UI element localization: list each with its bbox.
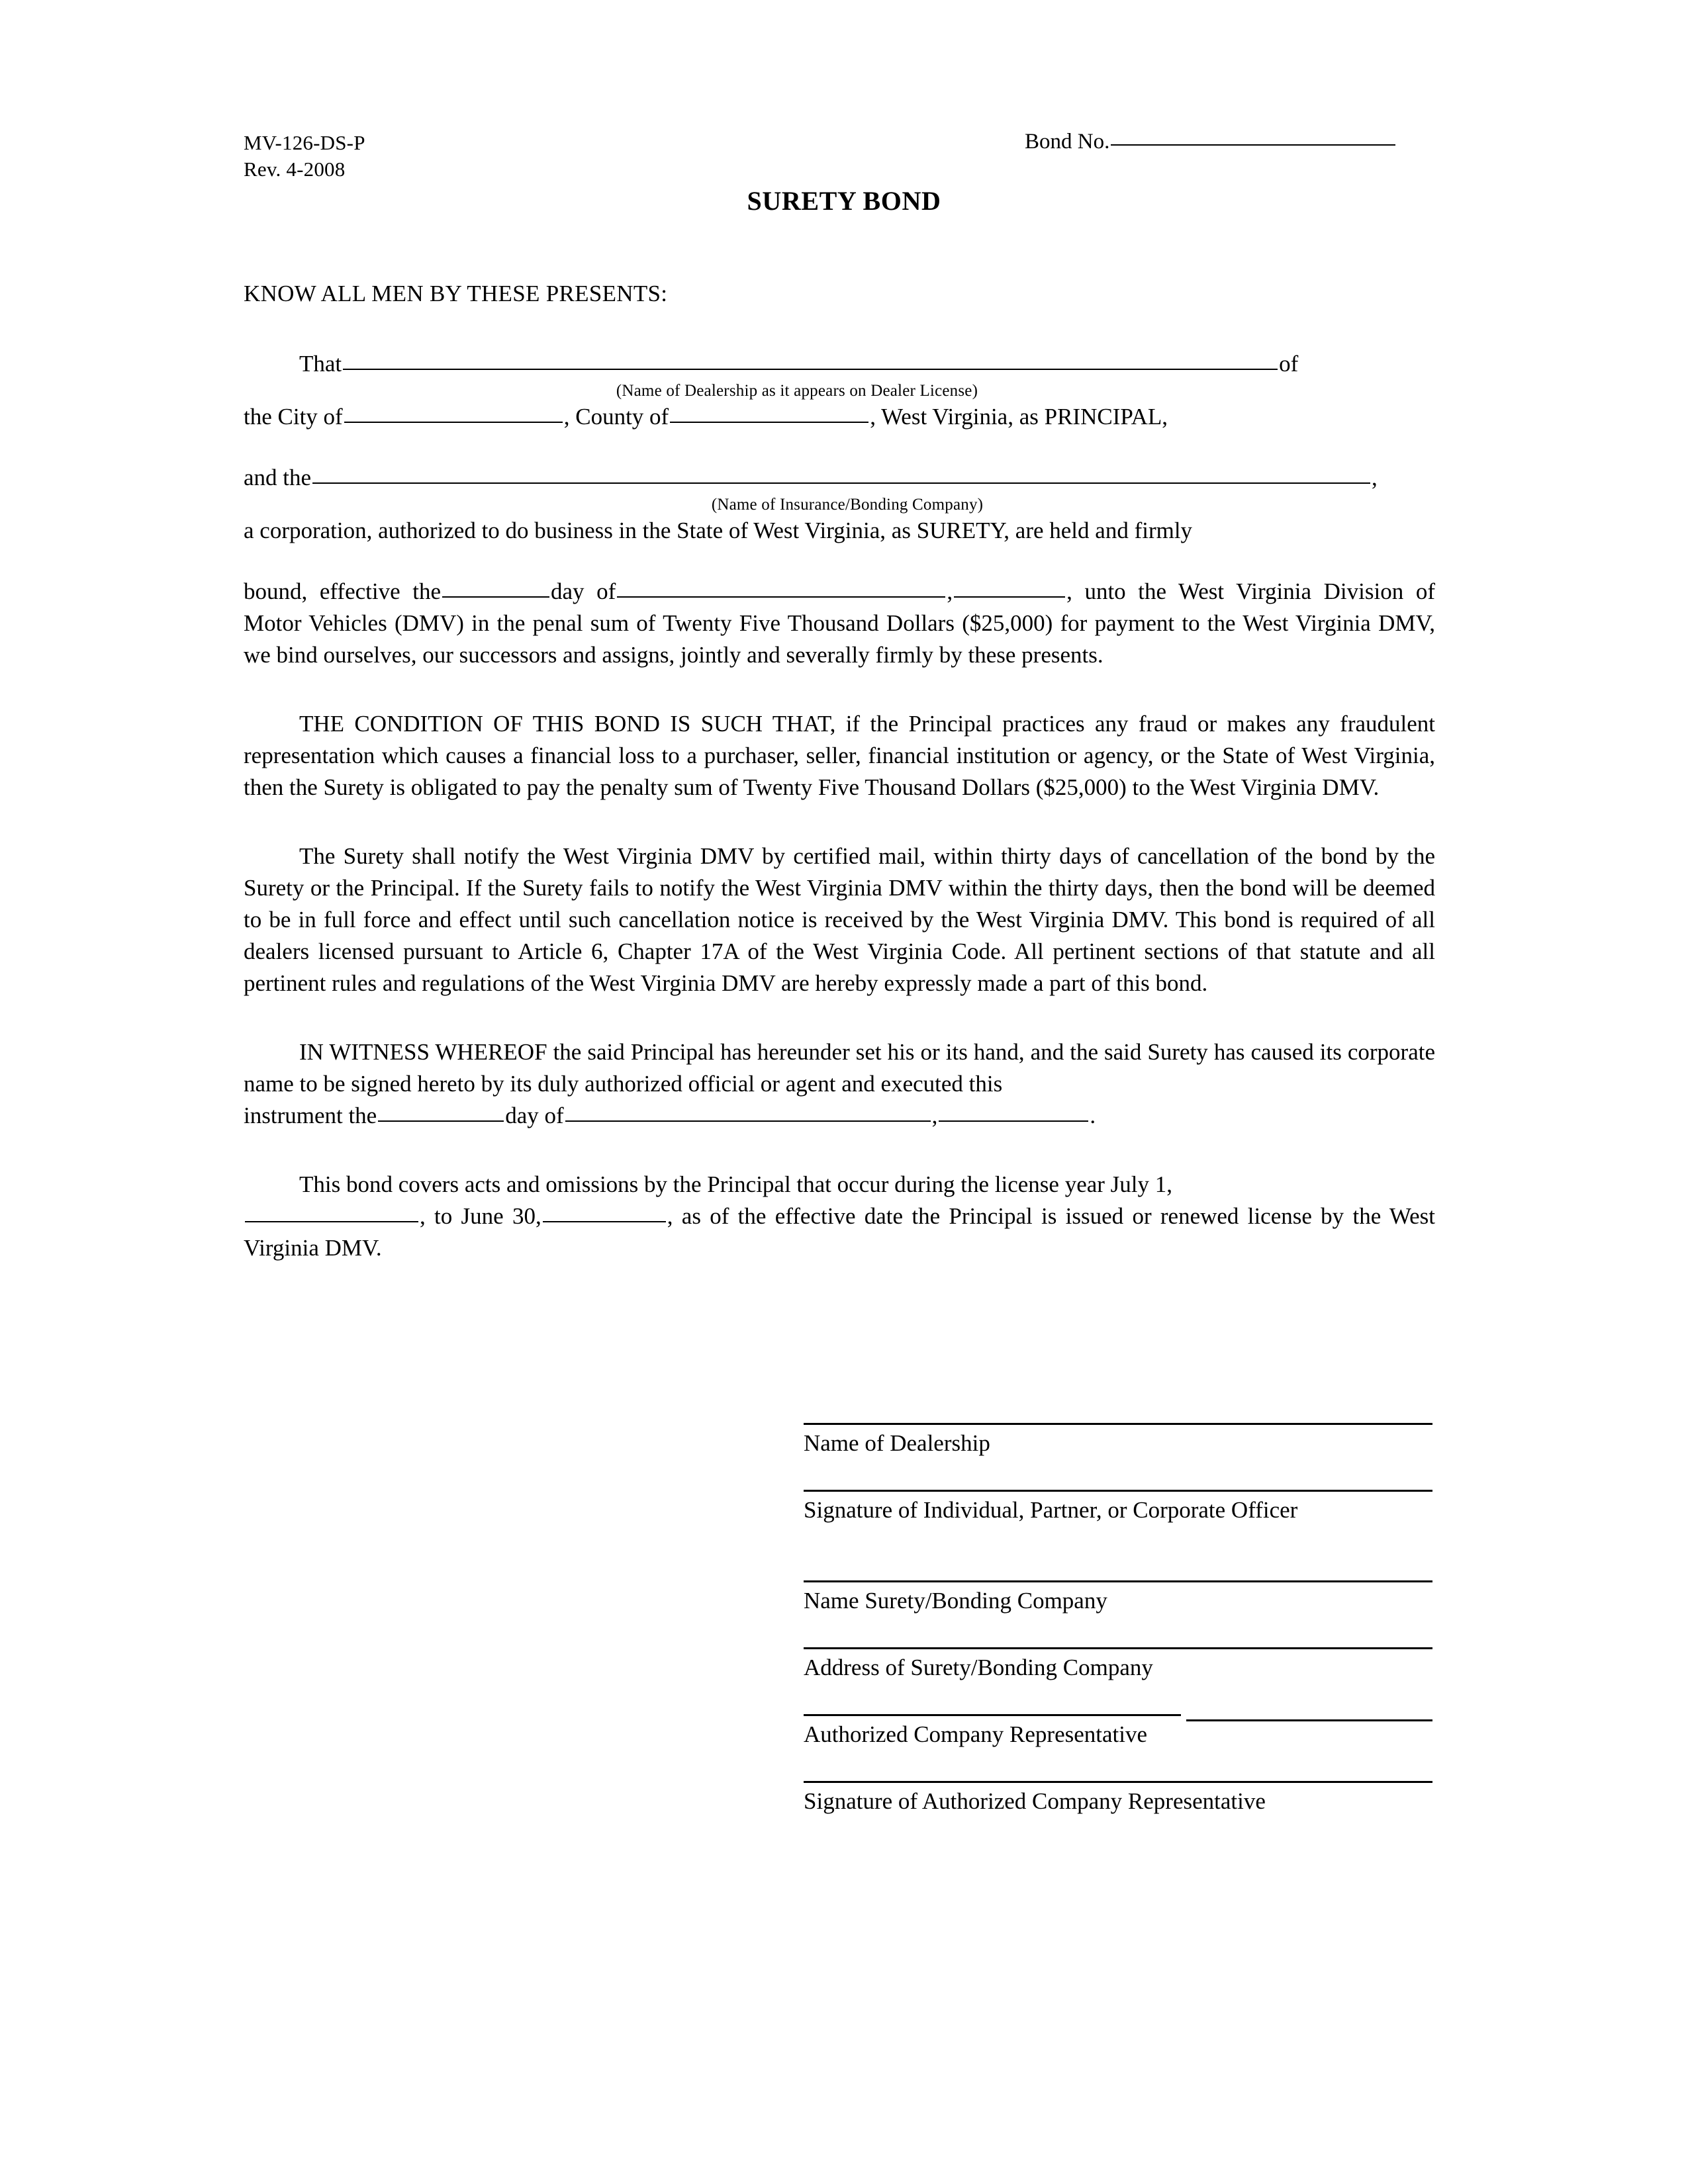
signature-group-dealership-name	[804, 1423, 1439, 1458]
signature-label-surety-address: Address of Surety/Bonding Company	[804, 1655, 1153, 1680]
signature-line-authorized-rep[interactable]	[804, 1714, 1432, 1716]
bond-number-field[interactable]	[1025, 130, 1395, 154]
signature-group-authorized-rep-signature	[804, 1781, 1439, 1816]
signature-group-surety-name	[804, 1580, 1439, 1615]
bound-pre: bound, effective the	[244, 578, 442, 604]
instrument-year-blank[interactable]	[939, 1101, 1088, 1122]
signature-line-dealership-name[interactable]	[804, 1423, 1432, 1425]
covers-paragraph-line1: This bond covers acts and omissions by the Principal that occur during the license year July 1,	[299, 1171, 1173, 1197]
witness-instrument-label: instrument the	[244, 1103, 377, 1128]
page-title: SURETY BOND	[747, 186, 941, 216]
city-label: the City of	[244, 404, 343, 430]
bound-day-of: day of	[551, 578, 616, 604]
bound-tail: , unto the West Virginia Division of Motor Vehicles (DMV) in the penal sum of Twenty Five Thousand Dollars ($25,000) for payment to the West Virginia DMV, we bind ourselves, our successors and assigns, jointly and severally firmly by these presents.	[244, 578, 1435, 668]
bond-number-label: Bond No.	[1025, 130, 1110, 154]
signature-group-individual-officer	[804, 1490, 1439, 1525]
dealership-name-blank[interactable]	[343, 349, 1278, 370]
license-year-start-blank[interactable]	[245, 1201, 418, 1222]
effective-month-blank[interactable]	[617, 576, 945, 598]
signature-line-individual-officer[interactable]	[804, 1490, 1432, 1492]
bound-comma: ,	[947, 578, 953, 604]
corporation-line: a corporation, authorized to do business in the State of West Virginia, as SURETY, are held and firmly	[244, 518, 1193, 543]
witness-period: .	[1090, 1103, 1096, 1128]
caption-dealership: (Name of Dealership as it appears on Dealer License)	[616, 382, 978, 400]
signature-group-surety-address	[804, 1647, 1439, 1682]
county-label: , County of	[563, 404, 669, 430]
of-label: of	[1279, 351, 1299, 377]
signature-block	[804, 1423, 1439, 1816]
principal-tail: , West Virginia, as PRINCIPAL,	[870, 404, 1168, 430]
signature-line-surety-address[interactable]	[804, 1647, 1432, 1649]
signature-label-authorized-rep-signature: Signature of Authorized Company Representative	[804, 1788, 1266, 1814]
document-body	[244, 278, 1435, 1264]
instrument-month-blank[interactable]	[565, 1101, 931, 1122]
that-label: That	[299, 351, 342, 377]
license-year-end-blank[interactable]	[543, 1201, 666, 1222]
signature-label-dealership-name: Name of Dealership	[804, 1430, 990, 1456]
notify-paragraph: The Surety shall notify the West Virginia DMV by certified mail, within thirty days of cancellation of the bond by the Surety or the Principal. If the Surety fails to notify the West Virginia DMV within the thirty days, then the bond will be deemed to be in full force and effect until such cancellation notice is received by the West Virginia DMV. This bond is required of all dealers licensed pursuant to Article 6, Chapter 17A of the West Virginia Code. All pertinent sections of that statute and all pertinent rules and regulations of the West Virginia DMV are hereby expressly made a part of this bond.	[244, 843, 1435, 996]
instrument-day-blank[interactable]	[378, 1101, 504, 1122]
signature-label-surety-name: Name Surety/Bonding Company	[804, 1588, 1107, 1614]
signature-line-authorized-rep-signature[interactable]	[804, 1781, 1432, 1783]
effective-year-blank[interactable]	[954, 576, 1065, 598]
form-number: MV-126-DS-P	[244, 131, 365, 154]
witness-day-of: day of	[505, 1103, 564, 1128]
dealership-name-line	[244, 348, 1435, 380]
caption-insurance: (Name of Insurance/Bonding Company)	[711, 496, 984, 514]
bound-effective-paragraph	[244, 576, 1435, 671]
form-revision: Rev. 4-2008	[244, 158, 346, 181]
covers-to-june: , to June 30,	[420, 1203, 541, 1229]
and-the-label: and the	[244, 465, 312, 490]
form-identifier	[244, 130, 365, 183]
insurance-company-line	[244, 462, 1435, 494]
signature-line-segment-left	[804, 1714, 1181, 1716]
signature-label-authorized-rep: Authorized Company Representative	[804, 1721, 1148, 1747]
insurance-company-blank[interactable]	[312, 463, 1370, 484]
signature-label-individual-officer: Signature of Individual, Partner, or Corporate Officer	[804, 1497, 1298, 1523]
bond-number-blank[interactable]	[1111, 144, 1395, 146]
city-blank[interactable]	[344, 402, 563, 423]
witness-instrument-line	[244, 1100, 1435, 1132]
city-county-line	[244, 401, 1435, 433]
signature-line-segment-right	[1186, 1719, 1432, 1721]
witness-paragraph: IN WITNESS WHEREOF the said Principal has hereunder set his or its hand, and the said Surety has caused its corporate name to be signed hereto by its duly authorized official or agent and executed this	[244, 1039, 1435, 1097]
and-the-tail: ,	[1372, 465, 1378, 490]
covers-tail: , as of the effective date the Principal is issued or renewed license by the West Virginia DMV.	[244, 1203, 1435, 1261]
covers-paragraph-line2	[244, 1201, 1435, 1264]
know-all-men-heading: KNOW ALL MEN BY THESE PRESENTS:	[244, 281, 668, 306]
signature-group-authorized-rep	[804, 1714, 1439, 1749]
signature-line-surety-name[interactable]	[804, 1580, 1432, 1582]
effective-day-blank[interactable]	[442, 576, 549, 598]
county-blank[interactable]	[670, 402, 868, 423]
witness-comma: ,	[931, 1103, 938, 1128]
condition-paragraph: THE CONDITION OF THIS BOND IS SUCH THAT, if the Principal practices any fraud or makes any fraudulent representation which causes a financial loss to a purchaser, seller, financial institution or agency, or the State of West Virginia, then the Surety is obligated to pay the penalty sum of Twenty Five Thousand Dollars ($25,000) to the West Virginia DMV.	[244, 711, 1435, 800]
